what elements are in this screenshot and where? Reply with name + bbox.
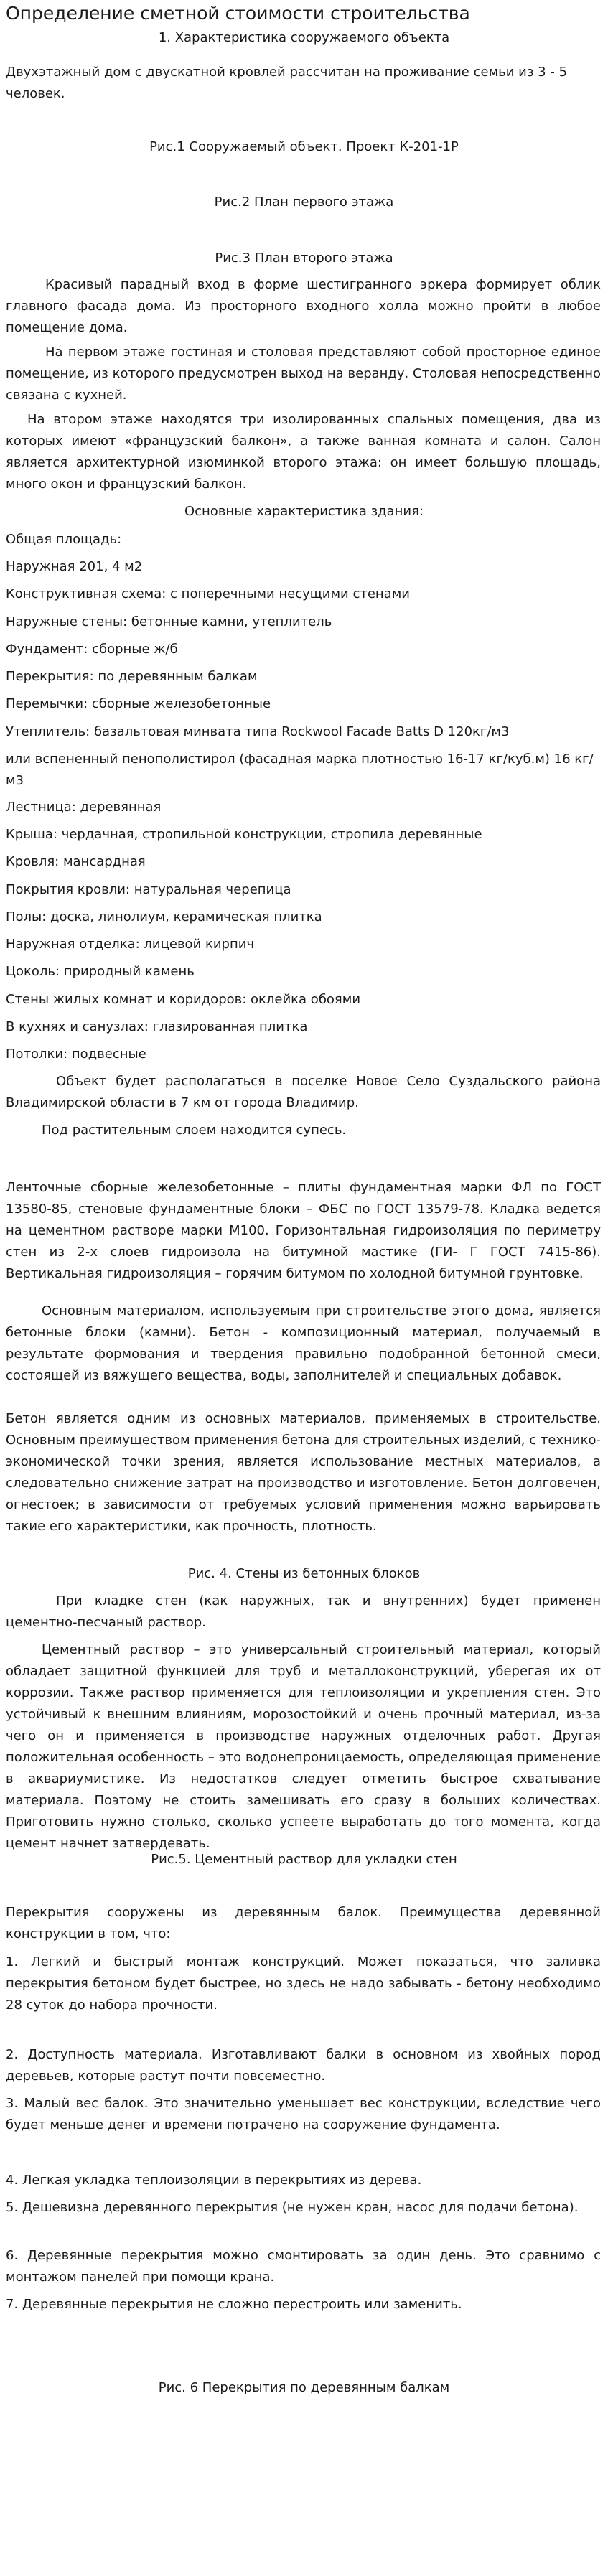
location-paragraph: Объект будет располагаться в поселке Новое Село Суздальского района Владимирской области в 7 км от города Владимир. xyxy=(6,1074,601,1110)
second-floor-paragraph: На втором этаже находятся три изолированных спальных помещения, два из которых имеют «французский балкон», а также ванная комната и салон. Салон является архитектурной изюминкой второго этажа: он имеет большую площадь, много окон и французский балкон. xyxy=(6,412,601,492)
characteristic-item: или вспененный пенополистирол (фасадная марка плотностью 16-17 кг/куб.м) 16 кг/м3 xyxy=(6,751,594,788)
characteristic-item: Конструктивная схема: с поперечными несущими стенами xyxy=(6,586,410,601)
figure-caption-5: Рис.5. Цементный раствор для укладки стен xyxy=(151,1852,457,1867)
soil-paragraph: Под растительным слоем находится супесь. xyxy=(42,1123,347,1138)
figure-caption-4: Рис. 4. Стены из бетонных блоков xyxy=(187,1566,421,1581)
characteristic-item: Стены жилых комнат и коридоров: оклейка обоями xyxy=(6,992,361,1007)
figure-caption-1: Рис.1 Сооружаемый объект. Проект К-201-1Р xyxy=(149,139,459,154)
advantage-item: 6. Деревянные перекрытия можно смонтировать за один день. Это сравнимо с монтажом панелей при помощи крана. xyxy=(6,2248,601,2285)
figure-caption-6: Рис. 6 Перекрытия по деревянным балкам xyxy=(158,2380,450,2395)
facade-paragraph: Красивый парадный вход в форме шестигранного эркера формирует облик главного фасада дома. Из просторного входного холла можно пройти в любое помещение дома. xyxy=(6,277,601,335)
characteristics-heading: Основные характеристика здания: xyxy=(184,504,424,519)
advantage-item: 5. Дешевизна деревянного перекрытия (не нужен кран, насос для подачи бетона). xyxy=(6,2200,579,2215)
advantage-item: 7. Деревянные перекрытия не сложно перестроить или заменить. xyxy=(6,2297,462,2312)
advantage-item: 4. Легкая укладка теплоизоляции в перекрытиях из дерева. xyxy=(6,2173,422,2188)
page-title: Определение сметной стоимости строительства xyxy=(6,3,470,24)
characteristic-item: Кровля: мансардная xyxy=(6,854,146,869)
characteristic-item: Крыша: чердачная, стропильной конструкции, стропила деревянные xyxy=(6,827,482,842)
characteristic-item: Полы: доска, линолиум, керамическая плитка xyxy=(6,909,322,924)
characteristic-item: Общая площадь: xyxy=(6,532,122,547)
intro-paragraph: Двухэтажный дом с двускатной кровлей рассчитан на проживание семьи из 3 - 5 человек. xyxy=(6,65,568,101)
characteristic-item: Перекрытия: по деревянным балкам xyxy=(6,669,258,684)
characteristic-item: Лестница: деревянная xyxy=(6,800,162,815)
first-floor-paragraph: На первом этаже гостиная и столовая представляют собой просторное единое помещение, из которого предусмотрен выход на веранду. Столовая непосредственно связана с кухней. xyxy=(6,345,601,403)
characteristic-item: Наружные стены: бетонные камни, утеплитель xyxy=(6,614,332,629)
advantage-item: 1. Легкий и быстрый монтаж конструкций. Может показаться, что заливка перекрытия бетоном будет быстрее, но здесь не надо забывать - бетону необходимо 28 суток до набора прочности. xyxy=(6,1954,601,2013)
characteristic-item: Потолки: подвесные xyxy=(6,1046,146,1062)
characteristic-item: Покрытия кровли: натуральная черепица xyxy=(6,882,291,897)
characteristic-item: Фундамент: сборные ж/б xyxy=(6,642,178,657)
characteristic-item: Утеплитель: базальтовая минвата типа Rockwool Facade Batts D 120кг/м3 xyxy=(6,724,510,739)
foundation-paragraph: Ленточные сборные железобетонные – плиты фундаментная марки ФЛ по ГОСТ 13580-85, стеновые фундаментные блоки – ФБС по ГОСТ 13579-78. Кладка ведется на цементном растворе марки М100. Горизонтальная гидроизоляция по периметру стен из 2-х слоев гидроизола на битумной мастике (ГИ- Г ГОСТ 7415-86). Вертикальная гидроизоляция – горячим битумом по холодной битумной грунтовке. xyxy=(6,1180,601,1281)
figure-caption-3: Рис.3 План второго этажа xyxy=(215,250,393,266)
characteristic-item: Перемычки: сборные железобетонные xyxy=(6,696,271,711)
mortar-paragraph: Цементный раствор – это универсальный строительный материал, который обладает защитной функцией для труб и металлоконструкций, уберегая их от коррозии. Также раствор применяется для теплоизоляции и укрепления стен. Это устойчивый к внешним влияниям, морозостойкий и очень прочный материал, из-за чего он и применяется в производстве наружных отделочных работ. Другая положительная особенность – это водонепроницаемость, определяющая применение в аквариумистике. Из недостатков следует отметить быстрое схватывание материала. Поэтому не стоить замешивать его сразу в больших количествах. Приготовить нужно столько, сколько успеете выработать до того момента, когда цемент начнет затвердевать. xyxy=(6,1642,601,1851)
advantage-item: 2. Доступность материала. Изготавливают балки в основном из хвойных пород деревьев, которые растут почти повсеместно. xyxy=(6,2047,601,2084)
characteristic-item: Наружная 201, 4 м2 xyxy=(6,559,143,574)
section-heading: 1. Характеристика сооружаемого объекта xyxy=(158,30,450,45)
advantage-item: 3. Малый вес балок. Это значительно уменьшает вес конструкции, вследствие чего будет меньше денег и времени потрачено на сооружение фундамента. xyxy=(6,2096,601,2132)
concrete-paragraph: Бетон является одним из основных материалов, применяемых в строительстве. Основным преимуществом применения бетона для строительных изделий, с технико-экономической точки зрения, является использование местных материалов, а следовательно снижение затрат на производство и изготовление. Бетон долговечен, огнестоек; в зависимости от требуемых условий применения можно варьировать такие его характеристики, как прочность, плотность. xyxy=(6,1411,601,1534)
characteristic-item: Наружная отделка: лицевой кирпич xyxy=(6,937,255,952)
figure-caption-2: Рис.2 План первого этажа xyxy=(214,195,394,210)
characteristic-item: Цоколь: природный камень xyxy=(6,964,195,979)
floors-paragraph: Перекрытия сооружены из деревянным балок. Преимущества деревянной конструкции в том, что: xyxy=(6,1905,601,1942)
laying-paragraph: При кладке стен (как наружных, так и внутренних) будет применен цементно-песчаный раствор. xyxy=(6,1593,601,1630)
characteristic-item: В кухнях и санузлах: глазированная плитка xyxy=(6,1019,308,1034)
material-paragraph: Основным материалом, используемым при строительстве этого дома, является бетонные блоки (камни). Бетон - композиционный материал, получаемый в результате формования и твердения правильно подобранной бетонной смеси, состоящей из вяжущего вещества, воды, заполнителей и специальных добавок. xyxy=(6,1303,601,1383)
